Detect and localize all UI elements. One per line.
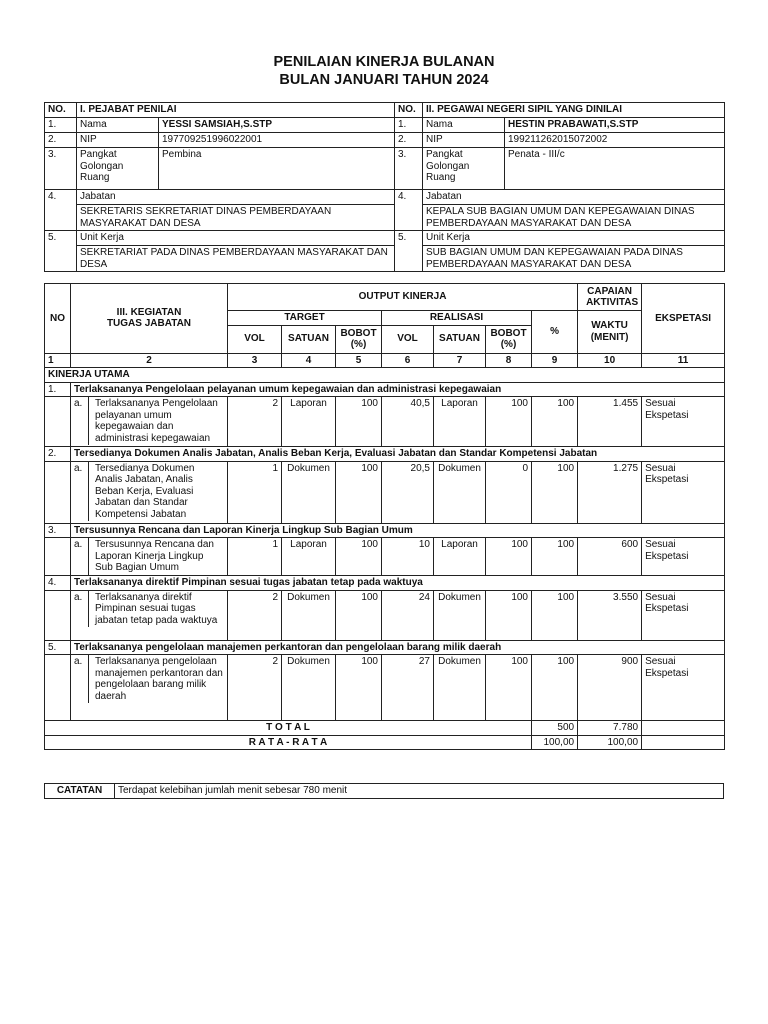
group-no: 2. (45, 447, 71, 462)
page-subtitle: BULAN JANUARI TAHUN 2024 (279, 72, 489, 88)
header-target-vol: VOL (228, 325, 282, 353)
id-row-no: 5. (395, 231, 423, 272)
target-bobot: 100 (336, 461, 382, 523)
ekspetasi: Sesuai Ekspetasi (642, 590, 725, 640)
group-title: Tersusunnya Rencana dan Laporan Kinerja Lingkup Sub Bagian Umum (71, 523, 725, 538)
target-satuan: Laporan (282, 538, 336, 576)
header-output-kinerja: OUTPUT KINERJA (228, 284, 578, 311)
header-target-bobot: BOBOT (%) (336, 325, 382, 353)
task-cell (71, 538, 228, 576)
group-title: Terlaksananya direktif Pimpinan sesuai tugas jabatan tetap pada waktuya (71, 576, 725, 591)
target-vol: 2 (228, 655, 282, 721)
realisasi-bobot: 0 (486, 461, 532, 523)
spacer-cell (45, 590, 71, 640)
target-vol: 1 (228, 461, 282, 523)
waktu-menit: 900 (578, 655, 642, 721)
col-number: 9 (532, 353, 578, 368)
header-waktu: WAKTU (MENIT) (578, 311, 642, 354)
group-title: Terlaksananya Pengelolaan pelayanan umum kepegawaian dan administrasi kepegawaian (71, 382, 725, 397)
spacer-cell (45, 538, 71, 576)
id-row-no: 2. (395, 133, 423, 148)
waktu-menit: 600 (578, 538, 642, 576)
rata-percent: 100,00 (532, 735, 578, 750)
header-no: NO (45, 284, 71, 354)
pegawai-pangkat: Penata - III/c (505, 148, 725, 190)
catatan-table (44, 783, 724, 799)
performance-table (44, 283, 725, 750)
header-realisasi-bobot: BOBOT (%) (486, 325, 532, 353)
realisasi-vol: 40,5 (382, 397, 434, 447)
id-row-no: 1. (395, 118, 423, 133)
realisasi-satuan: Dokumen (434, 590, 486, 640)
spacer-cell (45, 461, 71, 523)
header-capaian: CAPAIAN AKTIVITAS (578, 284, 642, 311)
waktu-menit: 1.275 (578, 461, 642, 523)
realisasi-bobot: 100 (486, 590, 532, 640)
id-header-no: NO. (45, 103, 77, 118)
realisasi-satuan: Dokumen (434, 655, 486, 721)
realisasi-satuan: Laporan (434, 538, 486, 576)
realisasi-bobot: 100 (486, 538, 532, 576)
penilai-unit-kerja: SEKRETARIAT PADA DINAS PEMBERDAYAAN MASYARAKAT DAN DESA (77, 246, 395, 272)
id-header-left: I. PEJABAT PENILAI (77, 103, 395, 118)
col-number: 4 (282, 353, 336, 368)
col-number: 2 (71, 353, 228, 368)
waktu-menit: 1.455 (578, 397, 642, 447)
id-row-no: 1. (45, 118, 77, 133)
col-number: 6 (382, 353, 434, 368)
catatan-text: Terdapat kelebihan jumlah menit sebesar 780 menit (115, 784, 724, 799)
target-vol: 2 (228, 397, 282, 447)
realisasi-satuan: Laporan (434, 397, 486, 447)
group-title: Terlaksananya pengelolaan manajemen perkantoran dan pengelolaan barang milik daerah (71, 640, 725, 655)
col-number: 1 (45, 353, 71, 368)
realisasi-vol: 24 (382, 590, 434, 640)
task-sub: a. (71, 538, 89, 575)
total-percent: 500 (532, 721, 578, 736)
header-realisasi-satuan: SATUAN (434, 325, 486, 353)
realisasi-bobot: 100 (486, 397, 532, 447)
realisasi-vol: 10 (382, 538, 434, 576)
task-cell (71, 461, 228, 523)
col-number: 8 (486, 353, 532, 368)
spacer-cell (45, 397, 71, 447)
pegawai-nip: 199211262015072002 (505, 133, 725, 148)
task-cell (71, 655, 228, 721)
col-number: 5 (336, 353, 382, 368)
task-cell (71, 590, 228, 640)
header-kegiatan: III. KEGIATAN TUGAS JABATAN (71, 284, 228, 354)
spacer-cell (45, 655, 71, 721)
id-row-no: 2. (45, 133, 77, 148)
header-realisasi-vol: VOL (382, 325, 434, 353)
id-row-label: Jabatan (423, 190, 725, 205)
group-no: 1. (45, 382, 71, 397)
id-row-label: Unit Kerja (77, 231, 395, 246)
id-row-label: Jabatan (77, 190, 395, 205)
task-sub: a. (71, 655, 89, 703)
header-ekspetasi: EKSPETASI (642, 284, 725, 354)
target-vol: 2 (228, 590, 282, 640)
task-text: Terlaksananya direktif Pimpinan sesuai tugas jabatan tetap pada waktuya (95, 591, 218, 626)
task-sub: a. (71, 591, 89, 628)
target-vol: 1 (228, 538, 282, 576)
task-text: Terlaksananya Pengelolaan pelayanan umum kepegawaian dan administrasi kepegawaian (95, 398, 218, 444)
col-number: 10 (578, 353, 642, 368)
section-kinerja-utama: KINERJA UTAMA (45, 368, 725, 383)
task-text: Terlaksananya pengelolaan manajemen perkantoran dan pengelolaan barang milik daerah (95, 656, 223, 702)
id-row-label: Nama (423, 118, 505, 133)
rata-empty (642, 735, 725, 750)
penilai-nip: 197709251996022001 (159, 133, 395, 148)
task-text: Tersusunnya Rencana dan Laporan Kinerja Lingkup Sub Bagian Umum (95, 539, 214, 573)
page-title: PENILAIAN KINERJA BULANAN (273, 54, 495, 70)
realisasi-vol: 20,5 (382, 461, 434, 523)
header-target-satuan: SATUAN (282, 325, 336, 353)
target-satuan: Dokumen (282, 461, 336, 523)
target-bobot: 100 (336, 590, 382, 640)
group-no: 4. (45, 576, 71, 591)
penilai-nama: YESSI SAMSIAH,S.STP (159, 118, 395, 133)
realisasi-vol: 27 (382, 655, 434, 721)
target-bobot: 100 (336, 538, 382, 576)
ekspetasi: Sesuai Ekspetasi (642, 538, 725, 576)
catatan-label: CATATAN (45, 784, 115, 799)
group-no: 3. (45, 523, 71, 538)
pegawai-jabatan: KEPALA SUB BAGIAN UMUM DAN KEPEGAWAIAN DINAS PEMBERDAYAAN MASYARAKAT DAN DESA (423, 205, 725, 231)
target-satuan: Dokumen (282, 590, 336, 640)
capaian-percent: 100 (532, 538, 578, 576)
capaian-percent: 100 (532, 655, 578, 721)
rata-waktu: 100,00 (578, 735, 642, 750)
identity-table (44, 102, 725, 272)
id-row-label: Nama (77, 118, 159, 133)
header-target: TARGET (228, 311, 382, 326)
capaian-percent: 100 (532, 461, 578, 523)
task-sub: a. (71, 462, 89, 522)
penilai-jabatan: SEKRETARIS SEKRETARIAT DINAS PEMBERDAYAAN MASYARAKAT DAN DESA (77, 205, 395, 231)
rata-label: R A T A - R A T A (45, 735, 532, 750)
id-header-no-2: NO. (395, 103, 423, 118)
total-empty (642, 721, 725, 736)
header-percent: % (532, 311, 578, 354)
id-row-label: NIP (423, 133, 505, 148)
col-number: 11 (642, 353, 725, 368)
id-row-label: Unit Kerja (423, 231, 725, 246)
id-row-no: 3. (45, 148, 77, 190)
capaian-percent: 100 (532, 590, 578, 640)
task-sub: a. (71, 397, 89, 445)
task-text: Tersedianya Dokumen Analis Jabatan, Analis Beban Kerja, Evaluasi Jabatan dan Standar Kompetensi Jabatan (95, 462, 195, 520)
col-number: 3 (228, 353, 282, 368)
target-satuan: Dokumen (282, 655, 336, 721)
penilai-pangkat: Pembina (159, 148, 395, 190)
id-row-no: 4. (395, 190, 423, 231)
group-title: Tersedianya Dokumen Analis Jabatan, Analis Beban Kerja, Evaluasi Jabatan dan Standar Kompetensi Jabatan (71, 447, 725, 462)
total-waktu: 7.780 (578, 721, 642, 736)
capaian-percent: 100 (532, 397, 578, 447)
id-header-right: II. PEGAWAI NEGERI SIPIL YANG DINILAI (423, 103, 725, 118)
id-row-label: Pangkat Golongan Ruang (423, 148, 505, 190)
realisasi-satuan: Dokumen (434, 461, 486, 523)
ekspetasi: Sesuai Ekspetasi (642, 655, 725, 721)
ekspetasi: Sesuai Ekspetasi (642, 397, 725, 447)
id-row-no: 4. (45, 190, 77, 231)
header-realisasi: REALISASI (382, 311, 532, 326)
ekspetasi: Sesuai Ekspetasi (642, 461, 725, 523)
id-row-label: NIP (77, 133, 159, 148)
total-label: T O T A L (45, 721, 532, 736)
col-number: 7 (434, 353, 486, 368)
waktu-menit: 3.550 (578, 590, 642, 640)
target-bobot: 100 (336, 397, 382, 447)
id-row-label: Pangkat Golongan Ruang (77, 148, 159, 190)
target-satuan: Laporan (282, 397, 336, 447)
pegawai-nama: HESTIN PRABAWATI,S.STP (505, 118, 725, 133)
target-bobot: 100 (336, 655, 382, 721)
realisasi-bobot: 100 (486, 655, 532, 721)
group-no: 5. (45, 640, 71, 655)
id-row-no: 3. (395, 148, 423, 190)
id-row-no: 5. (45, 231, 77, 272)
task-cell (71, 397, 228, 447)
pegawai-unit-kerja: SUB BAGIAN UMUM DAN KEPEGAWAIAN PADA DINAS PEMBERDAYAAN MASYARAKAT DAN DESA (423, 246, 725, 272)
